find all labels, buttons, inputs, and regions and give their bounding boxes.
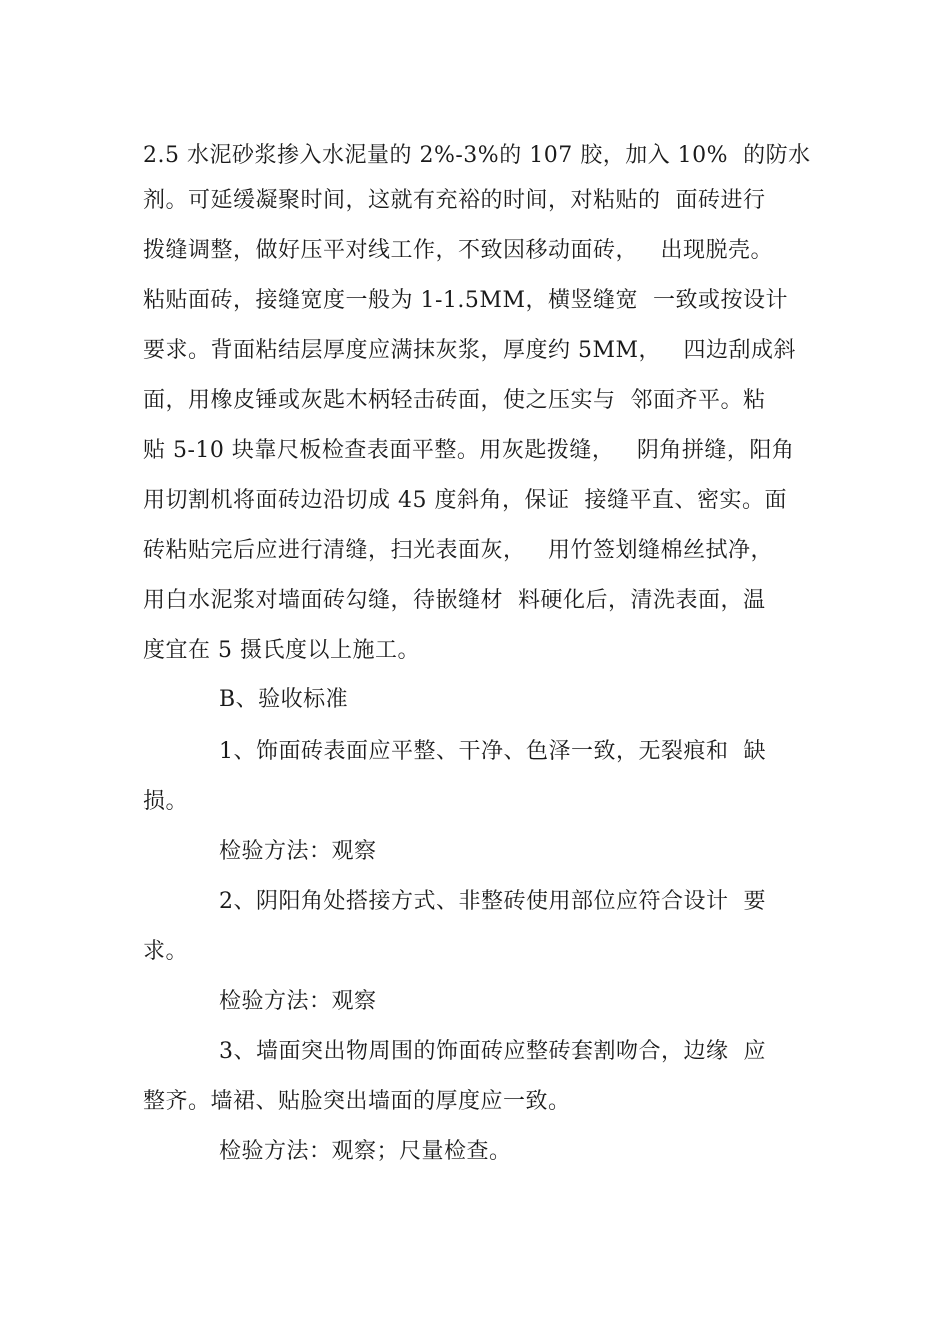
text-line: 用白水泥浆对墙面砖勾缝，待嵌缝材 料硬化后，清洗表面，温 xyxy=(143,588,766,613)
text-line: 粘贴面砖，接缝宽度一般为 1-1.5MM，横竖缝宽 一致或按设计 xyxy=(143,288,788,313)
inspection-method: 检验方法：观察；尺量检查。 xyxy=(219,1139,512,1164)
item-text-line: 1、饰面砖表面应平整、干净、色泽一致，无裂痕和 缺 xyxy=(219,739,766,764)
text-line: 2.5 水泥砂浆掺入水泥量的 2%-3%的 107 胶，加入 10% 的防水 xyxy=(143,143,811,168)
inspection-method: 检验方法：观察 xyxy=(219,989,377,1014)
section-heading: B、验收标准 xyxy=(219,687,349,712)
text-line: 度宜在 5 摄氏度以上施工。 xyxy=(143,638,420,663)
text-line: 用切割机将面砖边沿切成 45 度斜角，保证 接缝平直、密实。面 xyxy=(143,488,787,513)
item-text-line: 3、墙面突出物周围的饰面砖应整砖套割吻合，边缘 应 xyxy=(219,1039,766,1064)
item-text-line: 求。 xyxy=(143,939,189,964)
text-line: 要求。背面粘结层厚度应满抹灰浆，厚度约 5MM， 四边刮成斜 xyxy=(143,338,797,363)
text-line: 贴 5-10 块靠尺板检查表面平整。用灰匙拨缝， 阴角拼缝，阳角 xyxy=(143,438,795,463)
text-line: 剂。可延缓凝聚时间，这就有充裕的时间，对粘贴的 面砖进行 xyxy=(143,188,766,213)
text-line: 拨缝调整，做好压平对线工作，不致因移动面砖， 出现脱壳。 xyxy=(143,238,773,263)
item-text-line: 整齐。墙裙、贴脸突出墙面的厚度应一致。 xyxy=(143,1089,571,1114)
inspection-method: 检验方法：观察 xyxy=(219,839,377,864)
item-text-line: 2、阴阳角处搭接方式、非整砖使用部位应符合设计 要 xyxy=(219,889,766,914)
item-text-line: 损。 xyxy=(143,789,189,814)
text-line: 砖粘贴完后应进行清缝，扫光表面灰， 用竹签划缝棉丝拭净， xyxy=(143,538,773,563)
text-line: 面，用橡皮锤或灰匙木柄轻击砖面，使之压实与 邻面齐平。粘 xyxy=(143,388,766,413)
